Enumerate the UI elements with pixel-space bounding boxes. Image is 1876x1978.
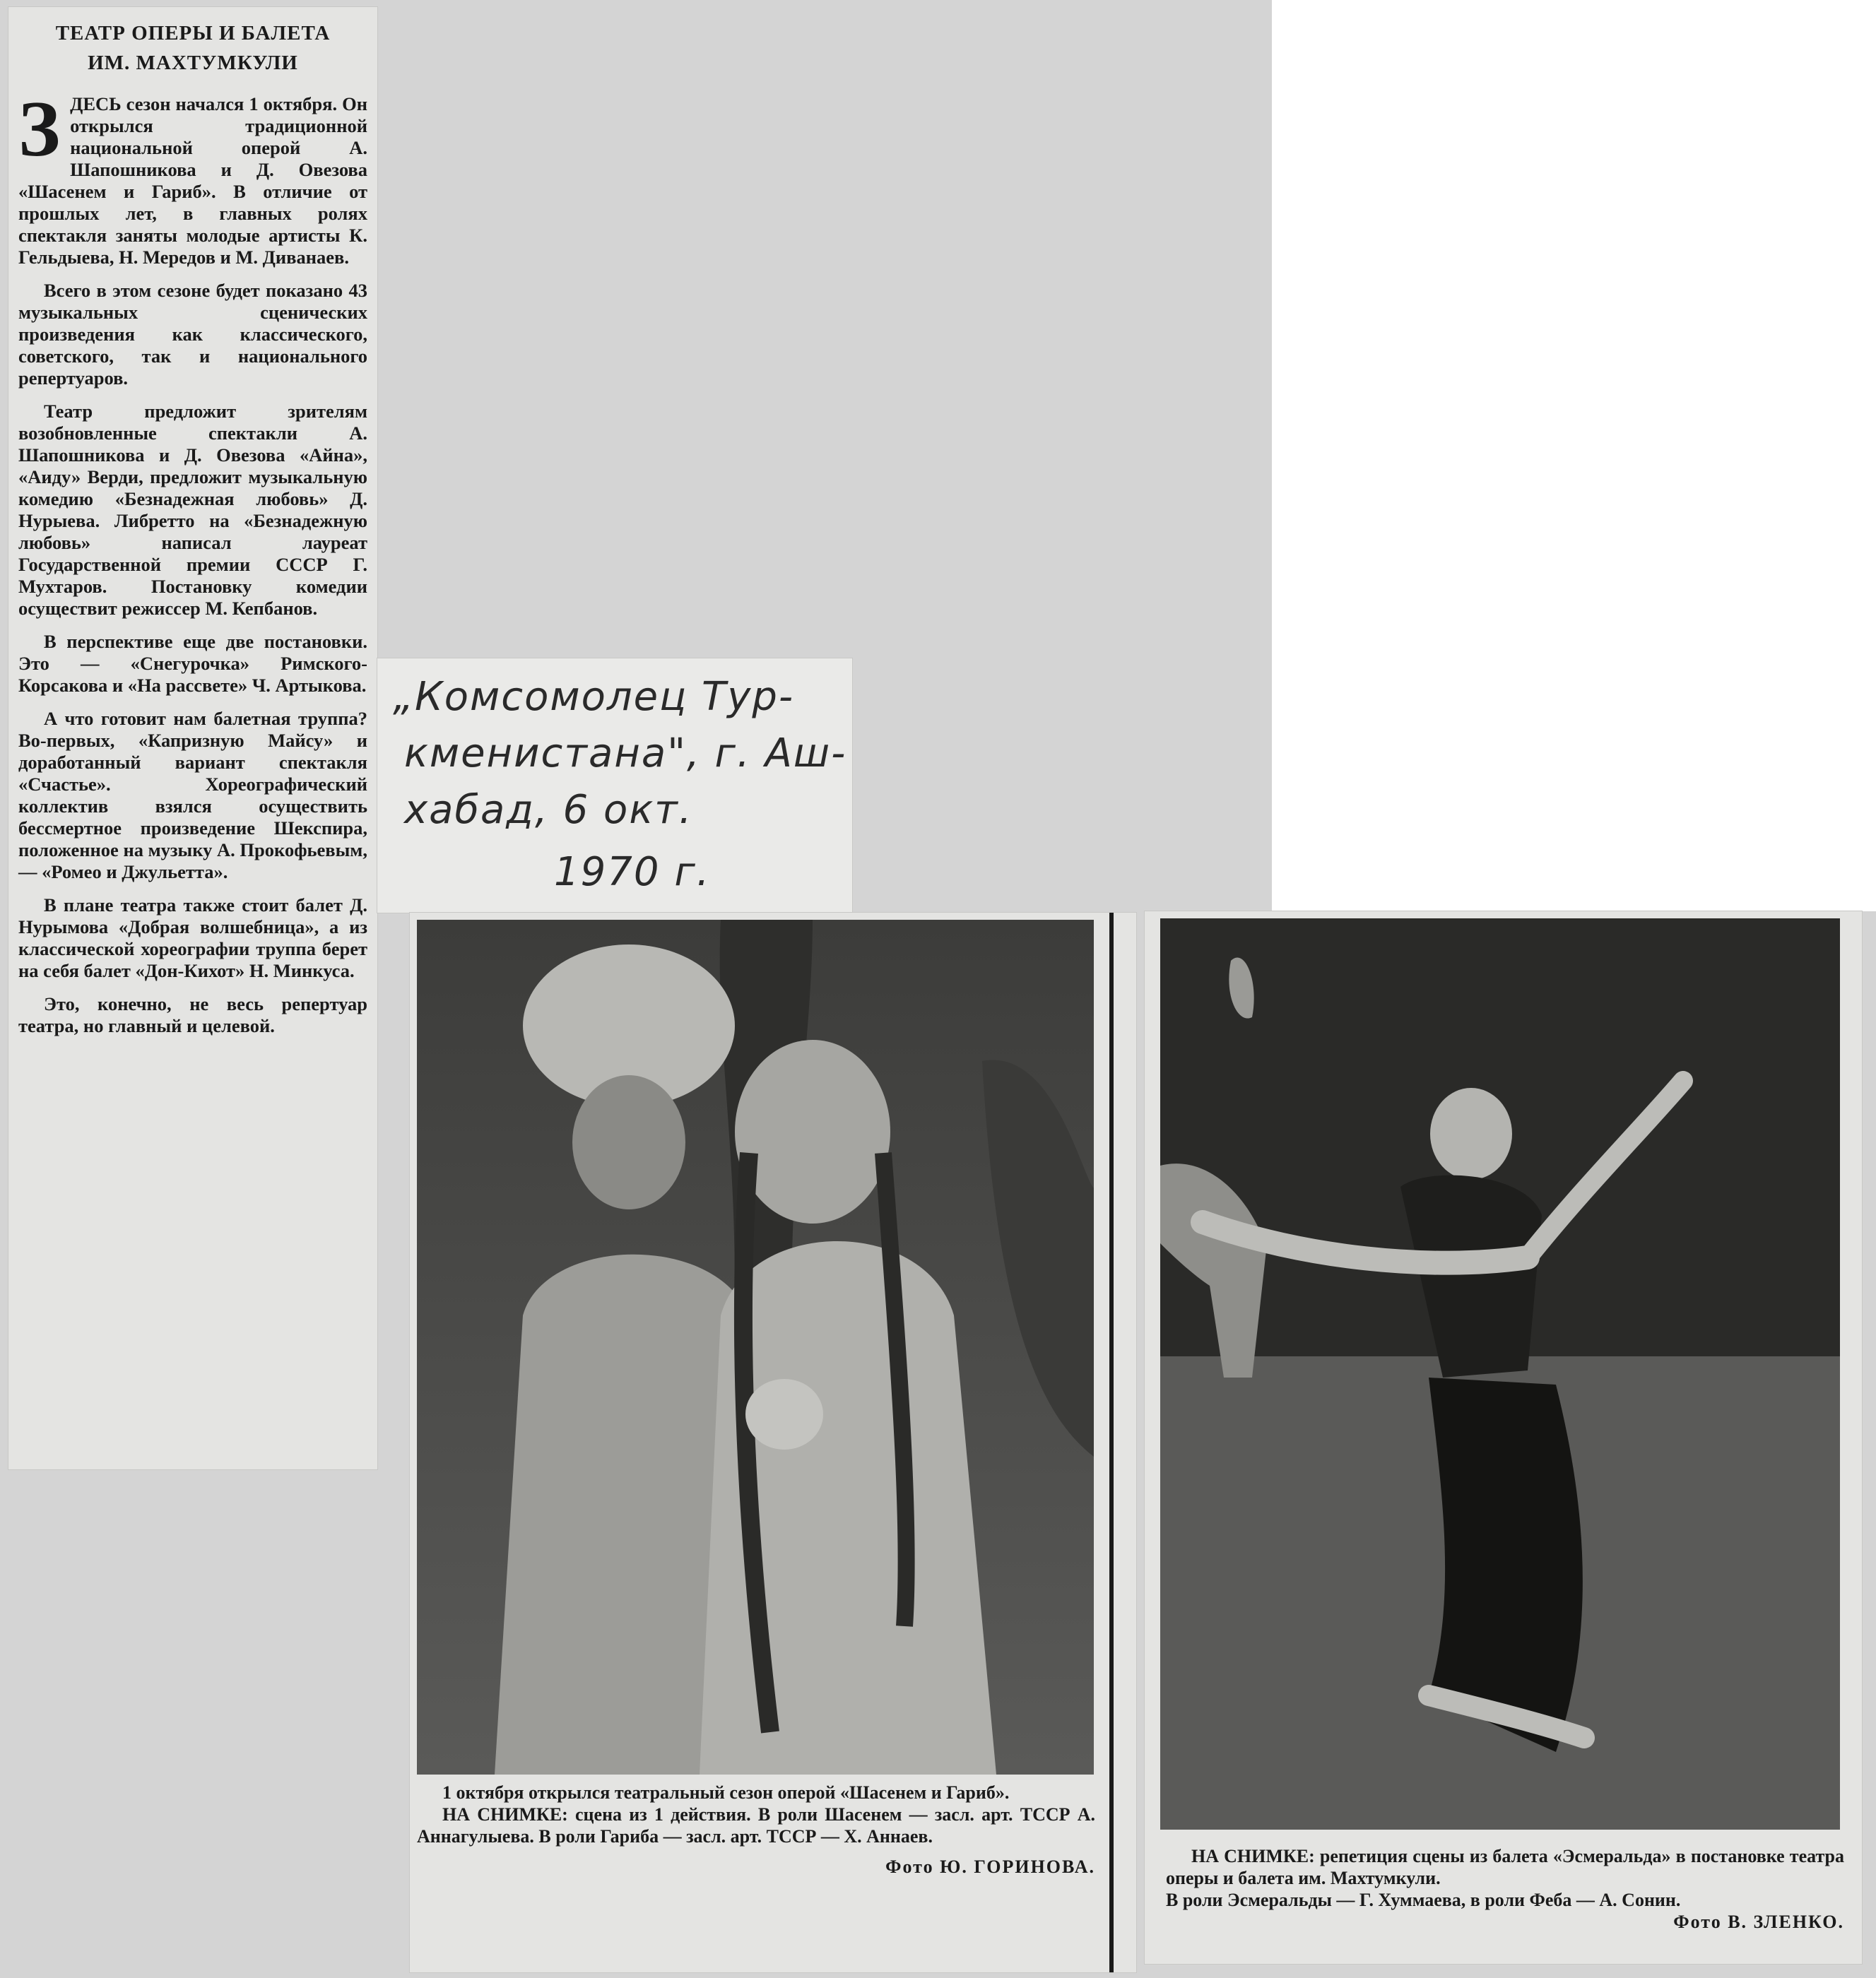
ballet-photo-credit: Фото В. ЗЛЕНКО. <box>1673 1912 1844 1932</box>
opera-caption-line-2: НА СНИМКЕ: сцена из 1 действия. В роли Шасенем — засл. арт. ТССР А. Аннагулыева. В роли Гариба — засл. арт. ТССР — Х. Аннаев. <box>417 1804 1095 1847</box>
article-paragraph-2: Всего в этом сезоне будет показано 43 музыкальных сценических произведения как классического, советского, так и национального репертуаров. <box>18 280 367 389</box>
note-line-2: кменистана", г. Аш- <box>404 730 847 776</box>
column-rule <box>1109 913 1114 1972</box>
article-paragraph-7: Это, конечно, не весь репертуар театра, но главный и целевой. <box>18 993 367 1036</box>
opera-scene-photo <box>417 920 1094 1775</box>
note-line-1: „Комсомолец Тур- <box>393 674 795 720</box>
ballet-photo-caption <box>1166 1845 1844 1933</box>
ballet-caption-line-2: В роли Эсмеральды — Г. Хуммаева, в роли Феба — А. Сонин. <box>1166 1890 1681 1910</box>
article-paragraph-6: В плане театра также стоит балет Д. Нурымова «Добрая волшебница», а из классической хореографии труппа берет на себя балет «Дон-Кихот» Н. Минкуса. <box>18 894 367 981</box>
drop-cap: З <box>18 85 61 173</box>
heading-line-1: ТЕАТР ОПЕРЫ И БАЛЕТА <box>55 22 331 45</box>
article-clipping <box>8 7 377 1469</box>
article-paragraph-5: А что готовит нам балетная труппа? Во-первых, «Капризную Майсу» и доработанный вариант спектакля «Счастье». Хореографический коллектив взялся осуществить бессмертное произведение Шекспира, положенное на музыку А. Прокофьевым, — «Ромео и Джульетта». <box>18 708 367 882</box>
opera-caption-line-1: 1 октября открылся театральный сезон оперой «Шасенем и Гариб». <box>442 1782 1010 1803</box>
ballet-rehearsal-illustration <box>1160 918 1840 1830</box>
article-paragraph-4: В перспективе еще две постановки. Это — «Снегурочка» Римского-Корсакова и «На рассвете» Ч. Артыкова. <box>18 631 367 696</box>
article-paragraph-3: Театр предложит зрителям возобновленные спектакли А. Шапошникова и Д. Овезова «Айна», «Аиду» Верди, предложит музыкальную комедию «Безнадежная любовь» Д. Нурыева. Либретто на «Безнадежную любовь» написал лауреат Государственной премии СССР Г. Мухтаров. Постановку комедии осуществит режиссер М. Кепбанов. <box>18 401 367 619</box>
article-paragraph-1-text: ДЕСЬ сезон начался 1 октября. Он открылся традиционной национальной оперой А. Шапошникова и Д. Овезова «Шасенем и Гариб». В отличие от прошлых лет, в главных ролях спектакля заняты молодые артисты К. Гельдыева, Н. Мередов и М. Диванаев. <box>18 93 367 268</box>
photo-clipping-opera <box>410 913 1136 1972</box>
opera-scene-illustration <box>417 920 1094 1775</box>
opera-photo-credit: Фото Ю. ГОРИНОВА. <box>885 1856 1095 1877</box>
heading-line-2: ИМ. МАХТУМКУЛИ <box>88 52 298 74</box>
article-paragraph-1 <box>18 85 367 268</box>
handwritten-note <box>377 658 852 913</box>
note-line-4: 1970 г. <box>554 849 711 895</box>
opera-photo-caption <box>417 1782 1095 1878</box>
note-line-3: хабад, 6 окт. <box>404 787 693 833</box>
photo-clipping-ballet <box>1145 911 1862 1964</box>
article-body <box>18 85 367 1037</box>
article-heading <box>18 18 367 78</box>
ballet-rehearsal-photo <box>1160 918 1840 1830</box>
ballet-caption-line-1: НА СНИМКЕ: репетиция сцены из балета «Эсмеральда» в постановке театра оперы и балета им. Махтумкули. <box>1166 1846 1844 1888</box>
